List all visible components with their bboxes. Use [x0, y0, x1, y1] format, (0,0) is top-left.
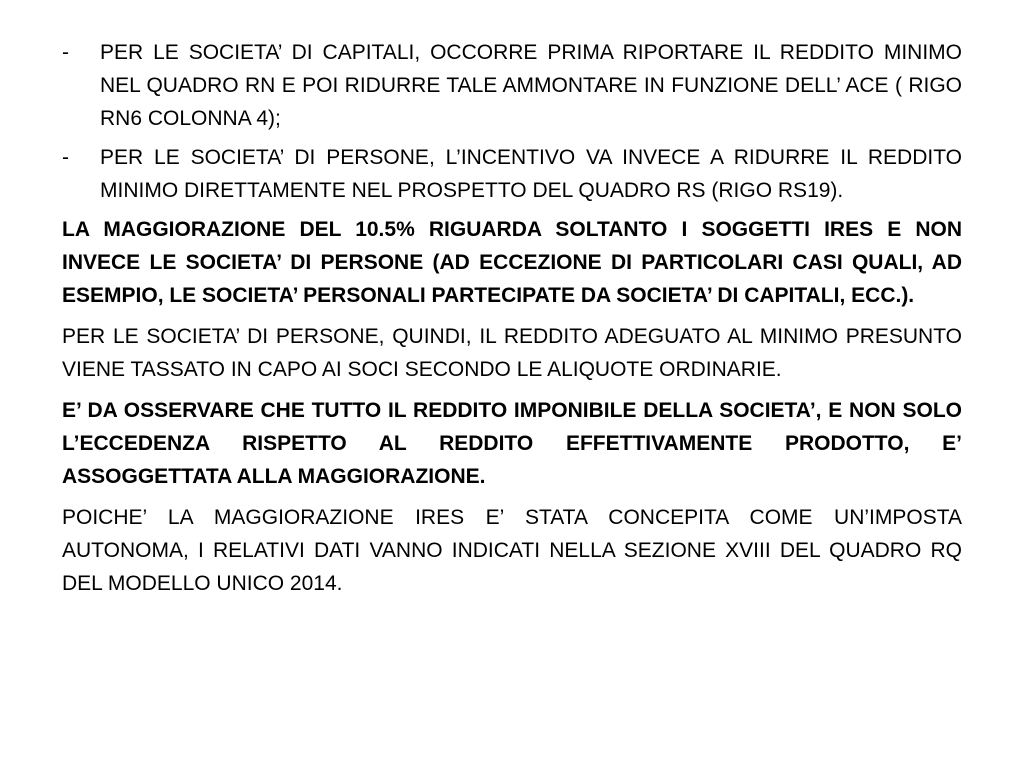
paragraph-bold: E’ DA OSSERVARE CHE TUTTO IL REDDITO IMPONIBILE DELLA SOCIETA’, E NON SOLO L’ECCEDENZA RISPETTO AL REDDITO EFFETTIVAMENTE PRODOTTO, E’ ASSOGGETTATA ALLA MAGGIORAZIONE.: [62, 399, 962, 488]
bullet-marker: -: [62, 146, 69, 169]
bullet-marker: -: [62, 41, 69, 64]
paragraph: PER LE SOCIETA’ DI PERSONE, QUINDI, IL REDDITO ADEGUATO AL MINIMO PRESUNTO VIENE TASSATO IN CAPO AI SOCI SECONDO LE ALIQUOTE ORDINARIE.: [62, 325, 962, 381]
bullet-text: PER LE SOCIETA’ DI PERSONE, L’INCENTIVO VA INVECE A RIDURRE IL REDDITO MINIMO DIRETTAMENTE NEL PROSPETTO DEL QUADRO RS (RIGO RS19).: [100, 146, 962, 202]
bullet-item: [62, 141, 962, 207]
paragraph-bold: LA MAGGIORAZIONE DEL 10.5% RIGUARDA SOLTANTO I SOGGETTI IRES E NON INVECE LE SOCIETA’ DI PERSONE (AD ECCEZIONE DI PARTICOLARI CASI QUALI, AD ESEMPIO, LE SOCIETA’ PERSONALI PARTECIPATE DA SOCIETA’ DI CAPITALI, ECC.).: [62, 218, 962, 307]
slide-content: [62, 36, 962, 608]
bullet-item: [62, 36, 962, 135]
paragraph: POICHE’ LA MAGGIORAZIONE IRES E’ STATA CONCEPITA COME UN’IMPOSTA AUTONOMA, I RELATIVI DATI VANNO INDICATI NELLA SEZIONE XVIII DEL QUADRO RQ DEL MODELLO UNICO 2014.: [62, 506, 962, 595]
bullet-text: PER LE SOCIETA’ DI CAPITALI, OCCORRE PRIMA RIPORTARE IL REDDITO MINIMO NEL QUADRO RN E POI RIDURRE TALE AMMONTARE IN FUNZIONE DELL’ ACE ( RIGO RN6 COLONNA 4);: [100, 41, 962, 130]
